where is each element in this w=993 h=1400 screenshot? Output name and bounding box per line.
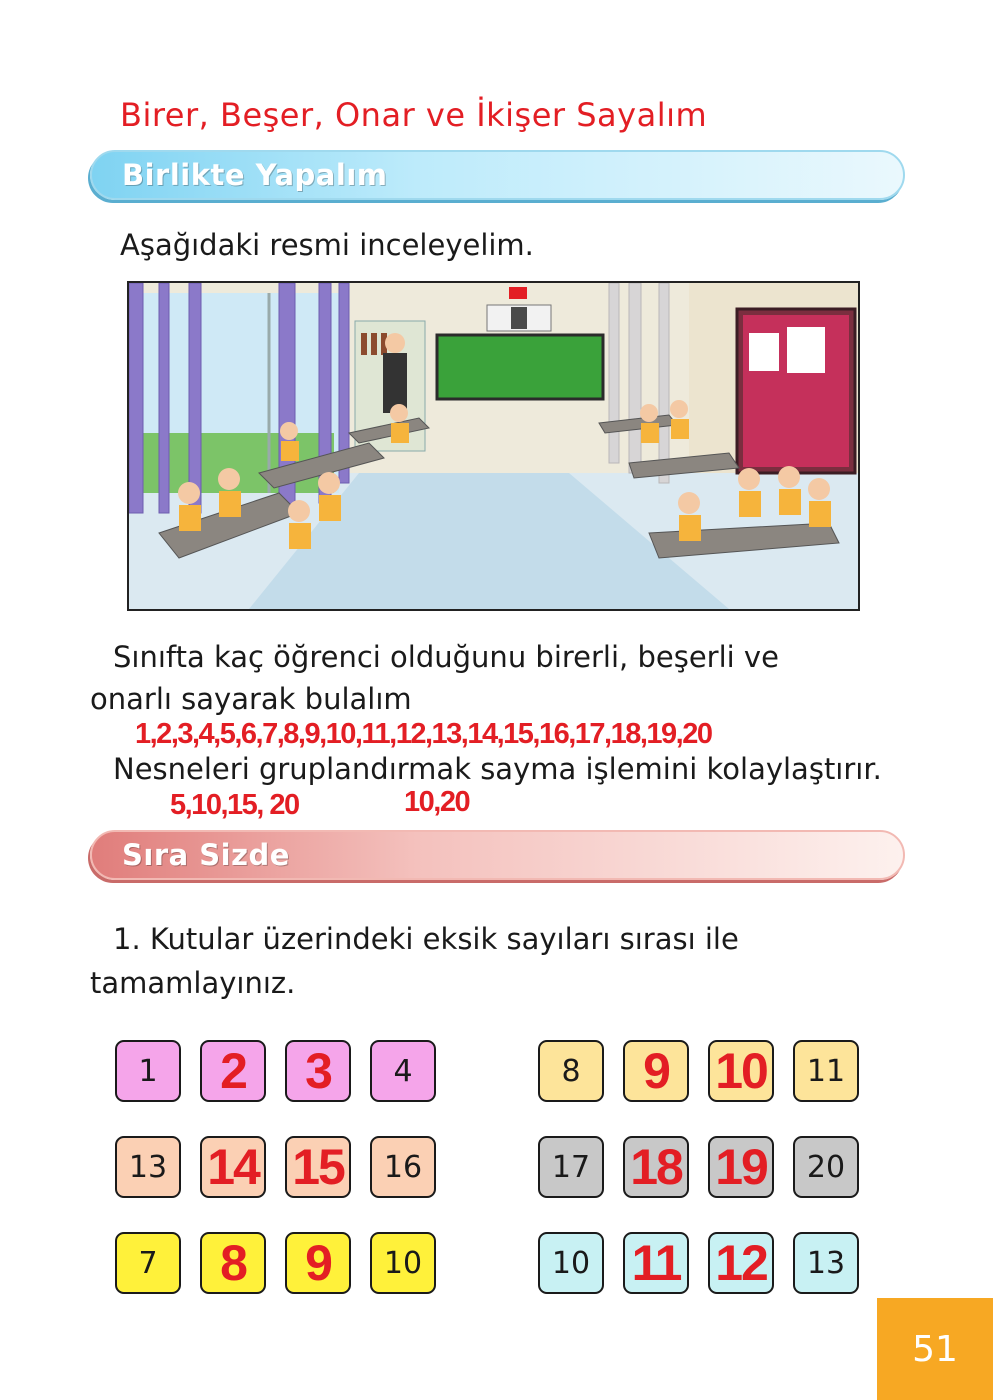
- handwritten-fives-count: 5,10,15, 20: [170, 789, 299, 821]
- number-box[interactable]: [623, 1040, 689, 1102]
- number-box: [538, 1136, 604, 1198]
- given-number: 11: [806, 1053, 846, 1089]
- section-heading: Sıra Sizde: [122, 838, 290, 872]
- handwritten-answer: 12: [715, 1235, 767, 1291]
- given-number: 1: [138, 1053, 158, 1089]
- handwritten-answer: 11: [631, 1235, 681, 1291]
- number-box: [370, 1232, 436, 1294]
- number-box: [793, 1136, 859, 1198]
- given-number: 10: [551, 1245, 591, 1281]
- handwritten-answer: 2: [220, 1043, 246, 1099]
- number-box[interactable]: [708, 1040, 774, 1102]
- given-number: 13: [806, 1245, 846, 1281]
- number-box: [793, 1232, 859, 1294]
- section-banner-birlikte-yapalim: [90, 150, 905, 200]
- note-text: Nesneleri gruplandırmak sayma işlemini kolaylaştırır.: [113, 752, 882, 786]
- given-number: 7: [138, 1245, 158, 1281]
- number-box: [370, 1040, 436, 1102]
- number-box[interactable]: [285, 1232, 351, 1294]
- exercise-line-2: tamamlayınız.: [90, 966, 296, 1000]
- number-box: [115, 1232, 181, 1294]
- handwritten-answer: 15: [292, 1139, 344, 1195]
- exercise-line-1: 1. Kutular üzerindeki eksik sayıları sırası ile: [113, 922, 739, 956]
- handwritten-answer: 18: [630, 1139, 682, 1195]
- number-box[interactable]: [200, 1232, 266, 1294]
- section-heading: Birlikte Yapalım: [122, 158, 388, 192]
- given-number: 16: [383, 1149, 423, 1185]
- handwritten-tens-count: 10,20: [404, 786, 470, 818]
- classroom-drawing: [129, 283, 858, 609]
- number-box[interactable]: [200, 1136, 266, 1198]
- number-box: [538, 1040, 604, 1102]
- number-box[interactable]: [623, 1136, 689, 1198]
- handwritten-answer: 9: [643, 1043, 669, 1099]
- intro-text: Aşağıdaki resmi inceleyelim.: [120, 228, 534, 262]
- classroom-illustration: [127, 281, 860, 611]
- number-box[interactable]: [623, 1232, 689, 1294]
- section-banner-sira-sizde: [90, 830, 905, 880]
- number-box: [793, 1040, 859, 1102]
- paragraph-line-1: Sınıfta kaç öğrenci olduğunu birerli, beşerli ve: [113, 640, 779, 674]
- handwritten-answer: 8: [220, 1235, 246, 1291]
- handwritten-answer: 19: [715, 1139, 767, 1195]
- handwritten-ones-count: 1,2,3,4,5,6,7,8,9,10,11,12,13,14,15,16,17,18,19,20: [135, 718, 712, 750]
- handwritten-answer: 9: [305, 1235, 331, 1291]
- given-number: 8: [561, 1053, 581, 1089]
- number-box: [115, 1040, 181, 1102]
- given-number: 4: [393, 1053, 413, 1089]
- number-box[interactable]: [708, 1232, 774, 1294]
- page-number: 51: [877, 1298, 993, 1400]
- number-box[interactable]: [708, 1136, 774, 1198]
- given-number: 17: [551, 1149, 591, 1185]
- given-number: 10: [383, 1245, 423, 1281]
- number-box: [115, 1136, 181, 1198]
- handwritten-answer: 10: [715, 1043, 767, 1099]
- number-box: [538, 1232, 604, 1294]
- given-number: 20: [806, 1149, 846, 1185]
- given-number: 13: [128, 1149, 168, 1185]
- number-box[interactable]: [285, 1040, 351, 1102]
- number-box: [370, 1136, 436, 1198]
- handwritten-answer: 3: [305, 1043, 331, 1099]
- number-box[interactable]: [200, 1040, 266, 1102]
- paragraph-line-2: onarlı sayarak bulalım: [90, 682, 412, 716]
- page-title: Birer, Beşer, Onar ve İkişer Sayalım: [120, 96, 708, 134]
- handwritten-answer: 14: [207, 1139, 259, 1195]
- number-box[interactable]: [285, 1136, 351, 1198]
